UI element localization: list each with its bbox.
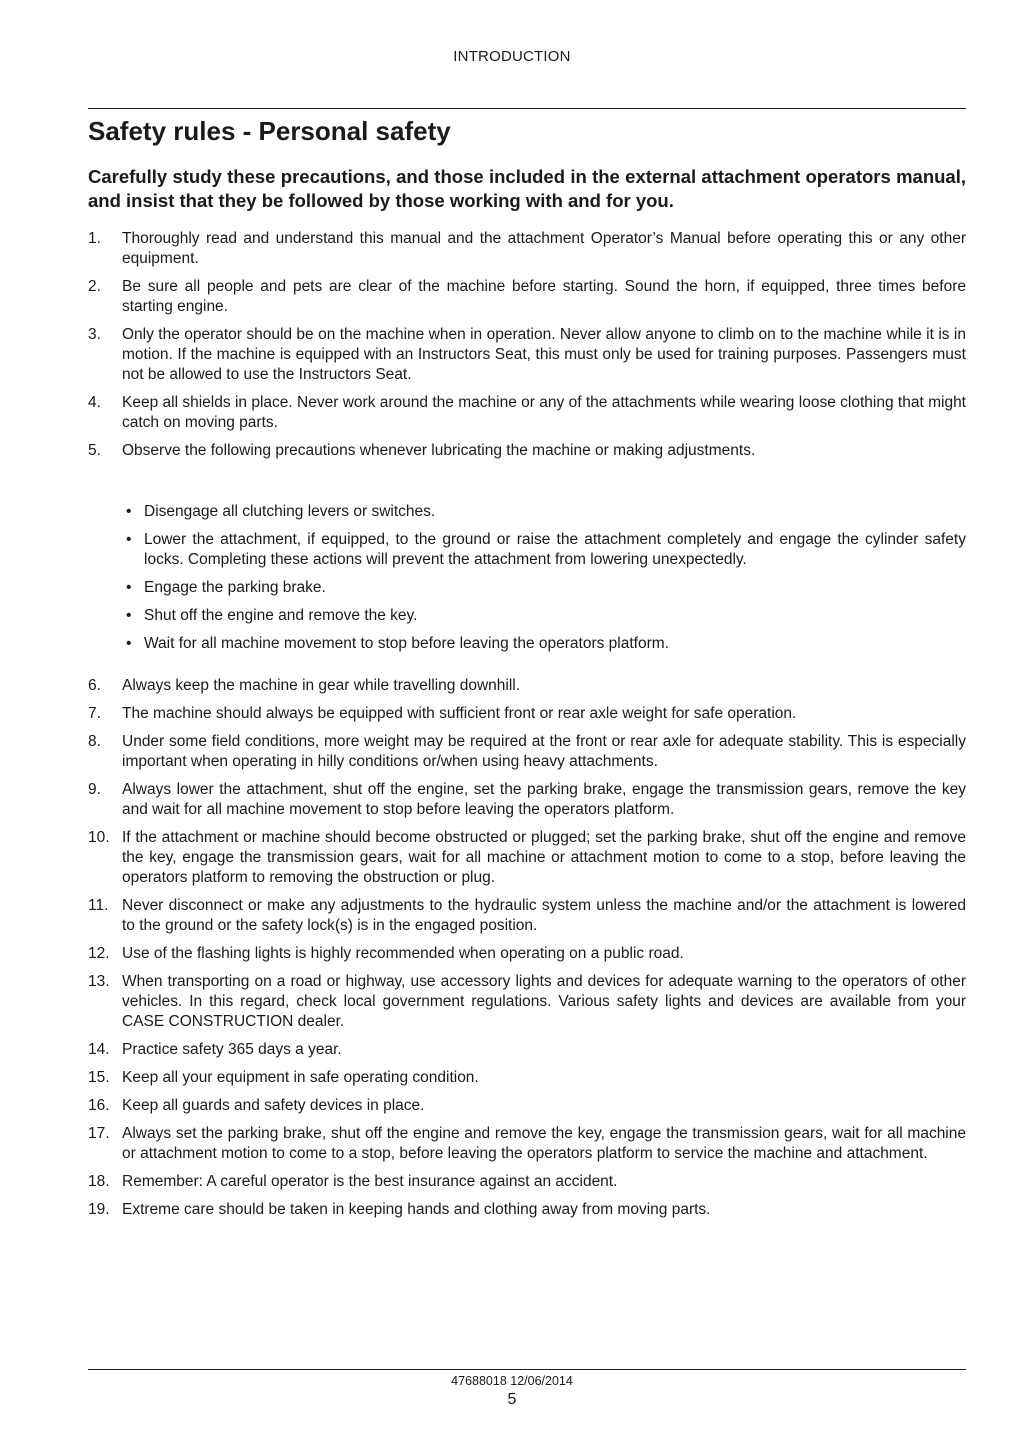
- list-item: [88, 676, 966, 696]
- item-text: Under some field conditions, more weight may be required at the front or rear axle for adequate stability. This is especially important when operating in hilly conditions or/when using heavy attachments.: [122, 733, 966, 770]
- bullet-icon: •: [126, 579, 132, 596]
- list-item: [88, 828, 966, 888]
- precaution-item: [122, 606, 966, 626]
- safety-rules-list-part2: [88, 676, 966, 1228]
- precaution-item: [122, 502, 966, 522]
- header-rule: [88, 108, 966, 109]
- running-header: INTRODUCTION: [453, 48, 571, 65]
- list-item: [88, 780, 966, 820]
- list-item: [88, 1200, 966, 1220]
- item-number: 7.: [88, 705, 101, 722]
- precaution-text: Shut off the engine and remove the key.: [144, 607, 418, 624]
- item-number: 19.: [88, 1201, 110, 1218]
- precautions-list: [122, 502, 966, 662]
- item-number: 13.: [88, 973, 110, 990]
- item-text: Extreme care should be taken in keeping hands and clothing away from moving parts.: [122, 1201, 711, 1218]
- list-item: [88, 1124, 966, 1164]
- list-item: [88, 972, 966, 1032]
- list-item: [88, 1040, 966, 1060]
- list-item: [88, 277, 966, 317]
- item-text: Thoroughly read and understand this manual and the attachment Operator’s Manual before operating this or any other equipment.: [122, 230, 966, 267]
- footer-rule: [88, 1369, 966, 1370]
- bullet-icon: •: [126, 503, 132, 520]
- page-number: 5: [507, 1391, 517, 1408]
- item-number: 10.: [88, 829, 110, 846]
- item-text: Always keep the machine in gear while travelling downhill.: [122, 677, 521, 694]
- precaution-item: [122, 530, 966, 570]
- item-text: Only the operator should be on the machine when in operation. Never allow anyone to climb on to the machine while it is in motion. If the machine is equipped with an Instructors Seat, this must only be used for training purposes. Passengers must not be allowed to use the Instructors Seat.: [122, 326, 966, 383]
- item-text: Observe the following precautions whenever lubricating the machine or making adjustments.: [122, 442, 756, 459]
- list-item: [88, 896, 966, 936]
- list-item: [88, 1172, 966, 1192]
- precaution-item: [122, 634, 966, 654]
- list-item: [88, 325, 966, 385]
- item-text: Always lower the attachment, shut off the engine, set the parking brake, engage the transmission gears, remove the key and wait for all machine movement to stop before leaving the operators platform.: [122, 781, 966, 818]
- item-text: Remember: A careful operator is the best insurance against an accident.: [122, 1173, 618, 1190]
- intro-paragraph: Carefully study these precautions, and those included in the external attachment operators manual, and insist that they be followed by those working with and for you.: [88, 166, 966, 211]
- item-text: Never disconnect or make any adjustments to the hydraulic system unless the machine and/or the attachment is lowered to the ground or the safety lock(s) is in the engaged position.: [122, 897, 966, 934]
- item-text: Keep all shields in place. Never work around the machine or any of the attachments while wearing loose clothing that might catch on moving parts.: [122, 394, 966, 431]
- list-item: [88, 944, 966, 964]
- item-text: Practice safety 365 days a year.: [122, 1041, 342, 1058]
- item-text: Be sure all people and pets are clear of the machine before starting. Sound the horn, if equipped, three times before starting engine.: [122, 278, 966, 315]
- item-text: Keep all guards and safety devices in place.: [122, 1097, 425, 1114]
- item-text: When transporting on a road or highway, use accessory lights and devices for adequate warning to the operators of other vehicles. In this regard, check local government regulations. Various safety lights and devices are available from your CASE CONSTRUCTION dealer.: [122, 973, 966, 1030]
- item-text: The machine should always be equipped with sufficient front or rear axle weight for safe operation.: [122, 705, 797, 722]
- item-number: 5.: [88, 442, 101, 459]
- item-number: 15.: [88, 1069, 110, 1086]
- item-text: If the attachment or machine should become obstructed or plugged; set the parking brake, shut off the engine and remove the key, engage the transmission gears, wait for all machine or attachment motion to come to a stop, before leaving the operators platform to removing the obstruction or plug.: [122, 829, 966, 886]
- item-text: Always set the parking brake, shut off the engine and remove the key, engage the transmission gears, wait for all machine or attachment motion to come to a stop, before leaving the operators platform to service the machine and attachment.: [122, 1125, 966, 1162]
- list-item: [88, 441, 966, 461]
- safety-rules-list-part1: [88, 229, 966, 469]
- bullet-icon: •: [126, 635, 132, 652]
- item-number: 6.: [88, 677, 101, 694]
- item-number: 1.: [88, 230, 101, 247]
- precaution-text: Engage the parking brake.: [144, 579, 326, 596]
- list-item: [88, 1096, 966, 1116]
- item-number: 3.: [88, 326, 101, 343]
- list-item: [88, 1068, 966, 1088]
- item-number: 2.: [88, 278, 101, 295]
- list-item: [88, 732, 966, 772]
- item-number: 18.: [88, 1173, 110, 1190]
- item-number: 12.: [88, 945, 110, 962]
- item-number: 4.: [88, 394, 101, 411]
- bullet-icon: •: [126, 531, 132, 548]
- item-text: Keep all your equipment in safe operating condition.: [122, 1069, 479, 1086]
- precaution-item: [122, 578, 966, 598]
- precaution-text: Lower the attachment, if equipped, to the ground or raise the attachment completely and engage the cylinder safety locks. Completing these actions will prevent the attachment from lowering unexpectedly.: [144, 531, 966, 568]
- item-number: 8.: [88, 733, 101, 750]
- precaution-text: Disengage all clutching levers or switches.: [144, 503, 436, 520]
- precaution-text: Wait for all machine movement to stop before leaving the operators platform.: [144, 635, 669, 652]
- document-reference: 47688018 12/06/2014: [451, 1374, 573, 1388]
- page-title: Safety rules - Personal safety: [88, 116, 451, 146]
- item-number: 17.: [88, 1125, 110, 1142]
- item-number: 9.: [88, 781, 101, 798]
- list-item: [88, 229, 966, 269]
- item-number: 14.: [88, 1041, 110, 1058]
- item-number: 16.: [88, 1097, 110, 1114]
- item-number: 11.: [88, 897, 109, 914]
- list-item: [88, 704, 966, 724]
- bullet-icon: •: [126, 607, 132, 624]
- item-text: Use of the flashing lights is highly recommended when operating on a public road.: [122, 945, 684, 962]
- list-item: [88, 393, 966, 433]
